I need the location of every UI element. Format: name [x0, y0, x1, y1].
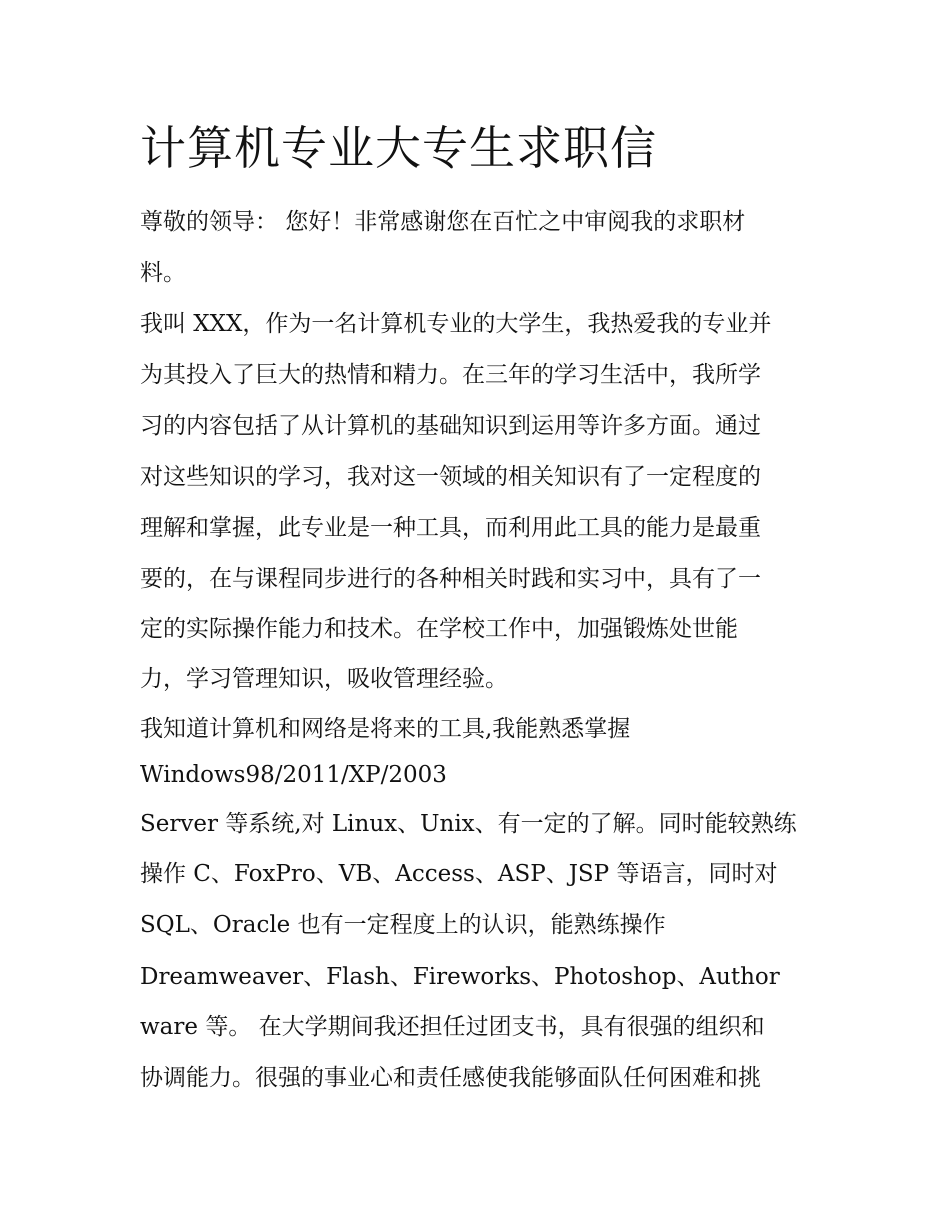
- body-line: 对这些知识的学习，我对这一领域的相关知识有了一定程度的: [140, 464, 761, 490]
- body-line: Windows98/2011/XP/2003: [140, 762, 447, 788]
- body-line: 我叫 XXX，作为一名计算机专业的大学生，我热爱我的专业并: [140, 311, 772, 337]
- body-line: Dreamweaver、Flash、Fireworks、Photoshop、Author: [140, 964, 780, 990]
- body-line: Server 等系统,对 Linux、Unix、有一定的了解。同时能较熟练: [140, 811, 797, 837]
- body-line: 要的，在与课程同步进行的各种相关时践和实习中，具有了一: [140, 566, 761, 592]
- body-line: 定的实际操作能力和技术。在学校工作中，加强锻炼处世能: [140, 616, 738, 642]
- body-line: 操作 C、FoxPro、VB、Access、ASP、JSP 等语言，同时对: [140, 861, 778, 887]
- body-line: 料。: [140, 260, 186, 286]
- body-line: 理解和掌握，此专业是一种工具，而利用此工具的能力是最重: [140, 515, 761, 541]
- body-line: 我知道计算机和网络是将来的工具,我能熟悉掌握: [140, 716, 631, 742]
- body-line: SQL、Oracle 也有一定程度上的认识，能熟练操作: [140, 912, 666, 938]
- body-line: ware 等。 在大学期间我还担任过团支书，具有很强的组织和: [140, 1014, 765, 1040]
- body-line: 为其投入了巨大的热情和精力。在三年的学习生活中，我所学: [140, 362, 761, 388]
- body-line: 力，学习管理知识，吸收管理经验。: [140, 666, 508, 692]
- body-line: 习的内容包括了从计算机的基础知识到运用等许多方面。通过: [140, 413, 761, 439]
- document-title: 计算机专业大专生求职信: [140, 121, 657, 175]
- body-line: 协调能力。很强的事业心和责任感使我能够面队任何困难和挑: [140, 1065, 761, 1091]
- body-line: 尊敬的领导： 您好！非常感谢您在百忙之中审阅我的求职材: [140, 209, 746, 235]
